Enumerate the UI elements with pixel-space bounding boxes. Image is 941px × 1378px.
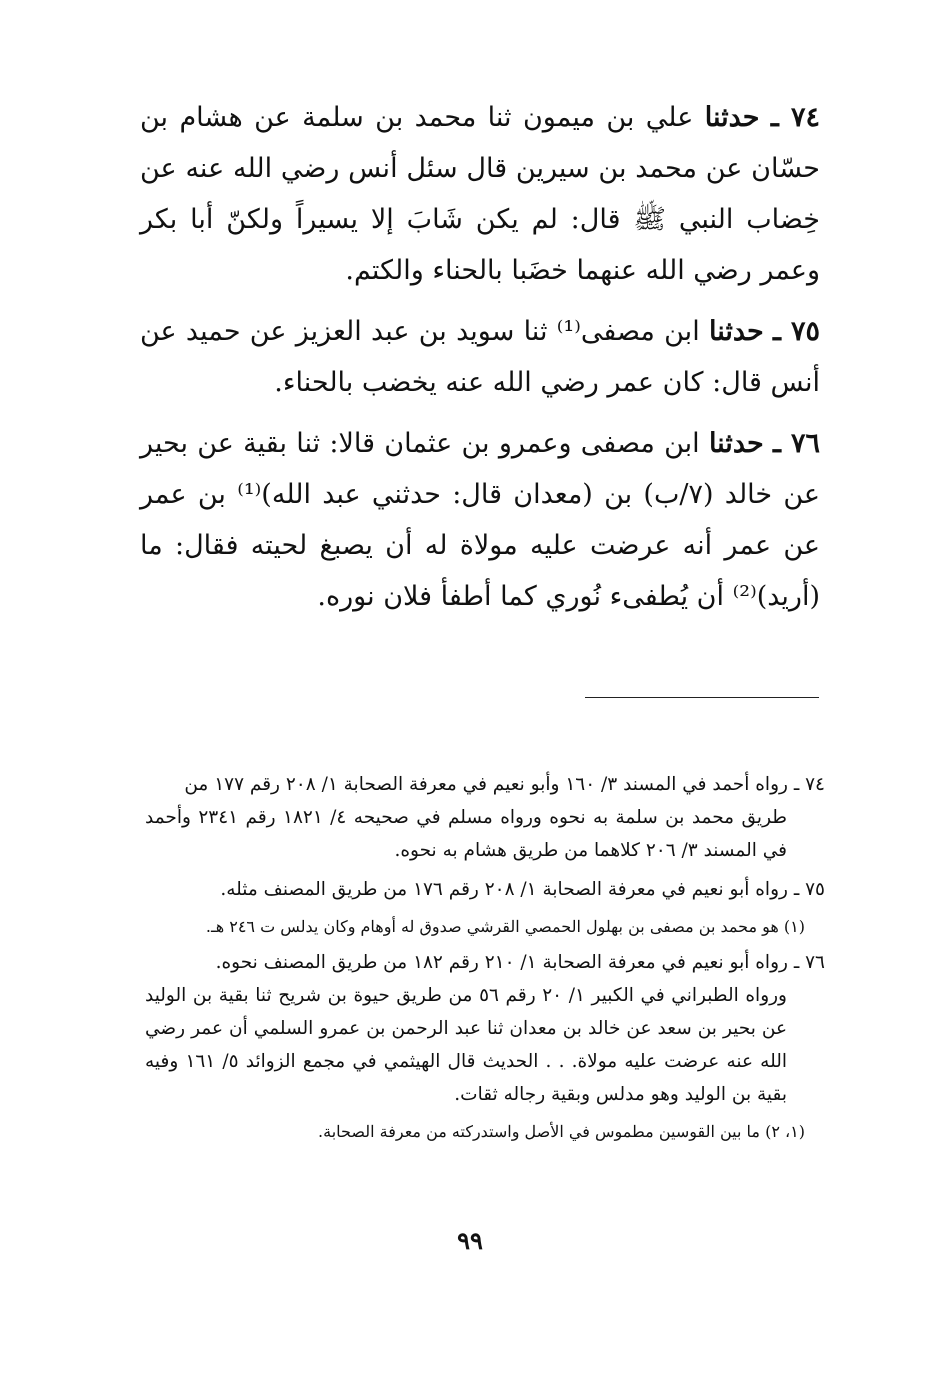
footnote-lead: ٧٤ ـ رواه أحمد في المسند ٣/ ١٦٠ وأبو نعيم في معرفة الصحابة ١/ ٢٠٨ رقم ١٧٧ من — [184, 774, 825, 795]
footnote-76 — [145, 946, 825, 1111]
hadith-number: ٧٥ ـ — [773, 316, 821, 347]
hadith-76 — [140, 418, 820, 622]
footnotes — [145, 768, 825, 1151]
hadith-text: علي بن ميمون ثنا محمد بن سلمة عن هشام بن حسّان عن محمد بن سيرين قال سئل أنس رضي الله عنه عن خِضاب النبي ﷺ قال: لم يكن شَابَ إلا يسيراً ولكنّ أبا بكر وعمر رضي الله عنهما خضَبا بالحناء والكتم. — [140, 102, 820, 286]
footnote-75-sub: (١) هو محمد بن مصفى بن بهلول الحمصي القرشي صدوق له أوهام وكان يدلس ت ٢٤٦ هـ. — [205, 917, 805, 936]
footnote-74 — [145, 768, 825, 867]
footnote-lead: ٧٥ ـ رواه أبو نعيم في معرفة الصحابة ١/ ٢٠٨ رقم ١٧٦ من طريق المصنف مثله. — [220, 879, 825, 900]
hadith-keyword: حدثنا — [708, 316, 764, 347]
footnote-lead: ٧٦ ـ رواه أبو نعيم في معرفة الصحابة ١/ ٢١٠ رقم ١٨٢ من طريق المصنف نحوه. — [215, 952, 825, 973]
hadith-number: ٧٤ ـ — [770, 102, 821, 133]
hadith-keyword: حدثنا — [708, 428, 764, 459]
hadith-74 — [140, 92, 820, 296]
footnote-76-sub: (١، ٢) ما بين القوسين مطموس في الأصل واستدركته من معرفة الصحابة. — [318, 1122, 805, 1141]
footnote-continuation: طريق محمد بن سلمة به نحوه ورواه مسلم في صحيحه ٤/ ١٨٢١ رقم ٢٣٤١ وأحمد في المسند ٣/ ٢٠٦ كلاهما من طريق هشام به نحوه. — [145, 807, 787, 861]
footnote-75 — [145, 873, 825, 906]
hadith-75 — [140, 306, 820, 408]
footnote-divider — [585, 697, 819, 698]
hadith-keyword: حدثنا — [704, 102, 760, 133]
hadith-text: ابن مصفى⁽¹⁾ ثنا سويد بن عبد العزيز عن حميد عن أنس قال: كان عمر رضي الله عنه يخضب بالحناء. — [140, 316, 820, 398]
hadith-number: ٧٦ ـ — [772, 428, 820, 459]
hadith-text: ابن مصفى وعمرو بن عثمان قالا: ثنا بقية عن بحير عن خالد (٧/ب) بن (معدان قال: حدثني عبد الله)⁽¹⁾ بن عمر عن عمر أنه عرضت عليه مولاة له أن يصبغ لحيته فقال: ما (أريد)⁽²⁾ أن يُطفىء نُوري كما أطفأ فلان نوره. — [140, 428, 821, 612]
main-text — [140, 92, 820, 632]
page-number: ٩٩ — [457, 1226, 483, 1255]
footnote-continuation: ورواه الطبراني في الكبير ١/ ٢٠ رقم ٥٦ من طريق حيوة بن شريح ثنا بقية بن الوليد عن بحير بن سعد عن خالد بن معدان ثنا عبد الرحمن بن عمرو السلمي أن عمر رضي الله عنه عرضت عليه مولاة. . . الحديث قال الهيثمي في مجمع الزوائد ٥/ ١٦١ وفيه بقية بن الوليد وهو مدلس وبقية رجاله ثقات. — [145, 985, 787, 1105]
